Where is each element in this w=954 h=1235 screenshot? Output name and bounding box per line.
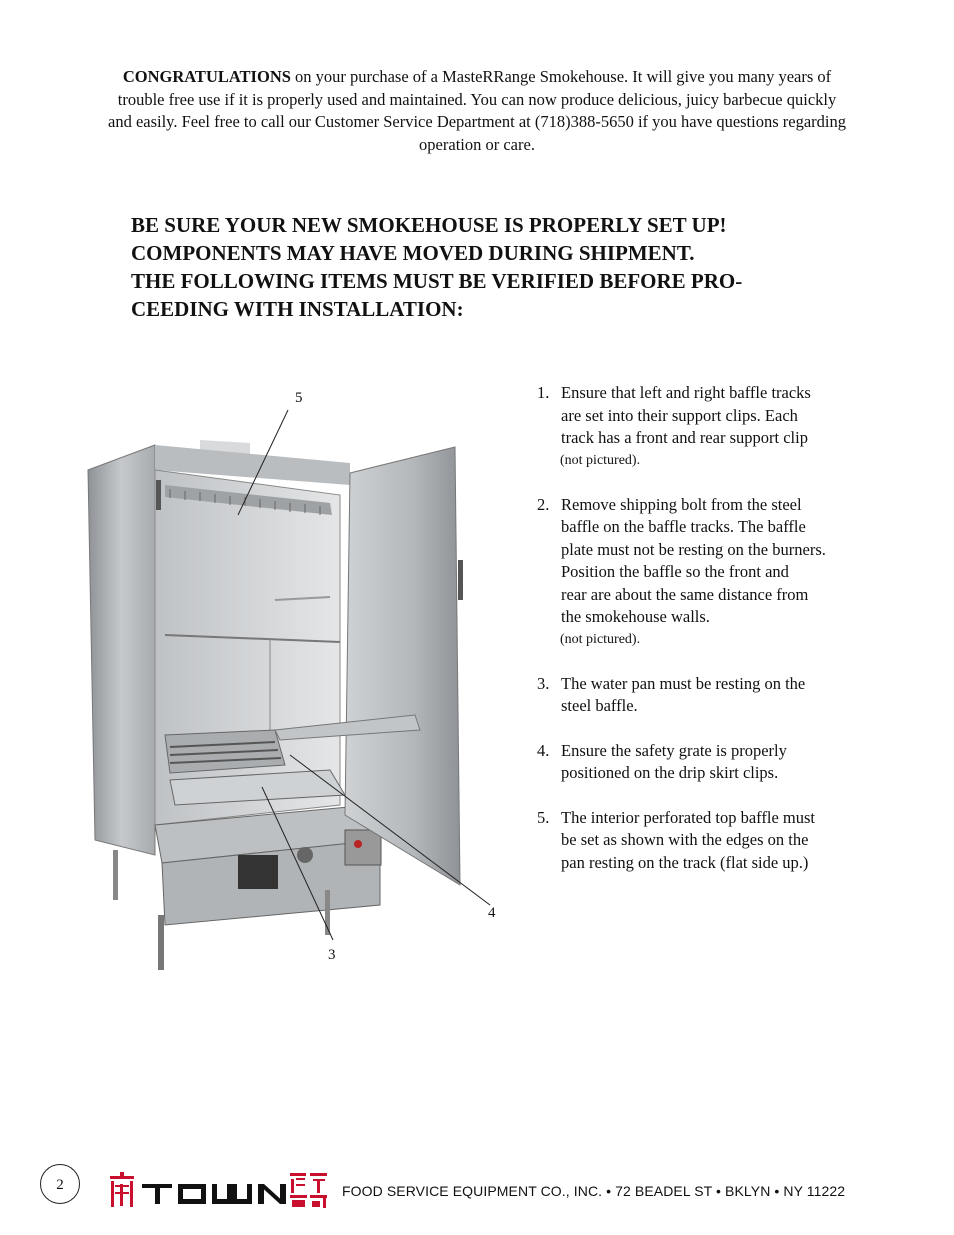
warning-line: CEEDING WITH INSTALLATION: [131, 297, 464, 321]
step-number: 2. [537, 494, 550, 514]
intro-line-3: and easily. Feel free to call our Customer Service Department at (718)388-5650 if you have questions regarding [108, 112, 846, 131]
footer-address: FOOD SERVICE EQUIPMENT CO., INC. • 72 BEADEL ST • BKLYN • NY 11222 [342, 1183, 846, 1199]
step-line: Ensure the safety grate is properly [561, 740, 787, 760]
step-number: 4. [537, 740, 550, 760]
step-number: 3. [537, 673, 550, 693]
intro-line-4: operation or care. [419, 134, 535, 154]
step-number: 1. [537, 383, 550, 402]
list-item [537, 494, 897, 651]
smokehouse-illustration [70, 385, 510, 975]
callout-5: 5 [295, 390, 303, 406]
step-line: The interior perforated top baffle must [561, 807, 815, 827]
step-line: Ensure that left and right baffle tracks [561, 383, 811, 402]
setup-warning [131, 211, 851, 323]
warning-line: THE FOLLOWING ITEMS MUST BE VERIFIED BEFORE PRO- [131, 269, 743, 293]
list-item [537, 740, 897, 785]
step-line: Position the baffle so the front and [561, 562, 789, 581]
step-line: Remove shipping bolt from the steel [561, 494, 802, 514]
step-line: pan resting on the track (flat side up.) [561, 852, 809, 872]
step-note: (not pictured). [560, 631, 641, 647]
intro-line-1: on your purchase of a MasteRRange Smokehouse. It will give you many years of [290, 67, 832, 86]
step-line: plate must not be resting on the burners. [561, 539, 826, 559]
list-item [537, 382, 897, 472]
town-logo [108, 1170, 330, 1210]
step-line: rear are about the same distance from [561, 584, 809, 604]
step-line: the smokehouse walls. [561, 607, 710, 626]
list-item [537, 673, 897, 718]
warning-line: BE SURE YOUR NEW SMOKEHOUSE IS PROPERLY SET UP! [131, 213, 727, 237]
step-line: The water pan must be resting on the [561, 673, 806, 693]
step-line: track has a front and rear support clip [561, 428, 808, 447]
step-note: (not pictured). [560, 452, 641, 468]
intro-paragraph [50, 66, 904, 156]
step-line: steel baffle. [561, 696, 638, 715]
page-number: 2 [40, 1164, 80, 1204]
step-line: positioned on the drip skirt clips. [561, 763, 779, 782]
callout-4: 4 [488, 905, 496, 921]
intro-lead: CONGRATULATIONS [122, 67, 291, 86]
list-item [537, 807, 897, 875]
step-line: be set as shown with the edges on the [561, 830, 809, 849]
step-line: baffle on the baffle tracks. The baffle [561, 517, 806, 536]
warning-line: COMPONENTS MAY HAVE MOVED DURING SHIPMENT. [131, 241, 695, 265]
callout-3: 3 [328, 947, 336, 963]
intro-line-2: trouble free use if it is properly used and maintained. You can now produce delicious, juicy barbecue quickly [117, 89, 837, 109]
step-line: are set into their support clips. Each [561, 405, 798, 425]
step-number: 5. [537, 807, 550, 827]
verification-steps [537, 382, 897, 896]
